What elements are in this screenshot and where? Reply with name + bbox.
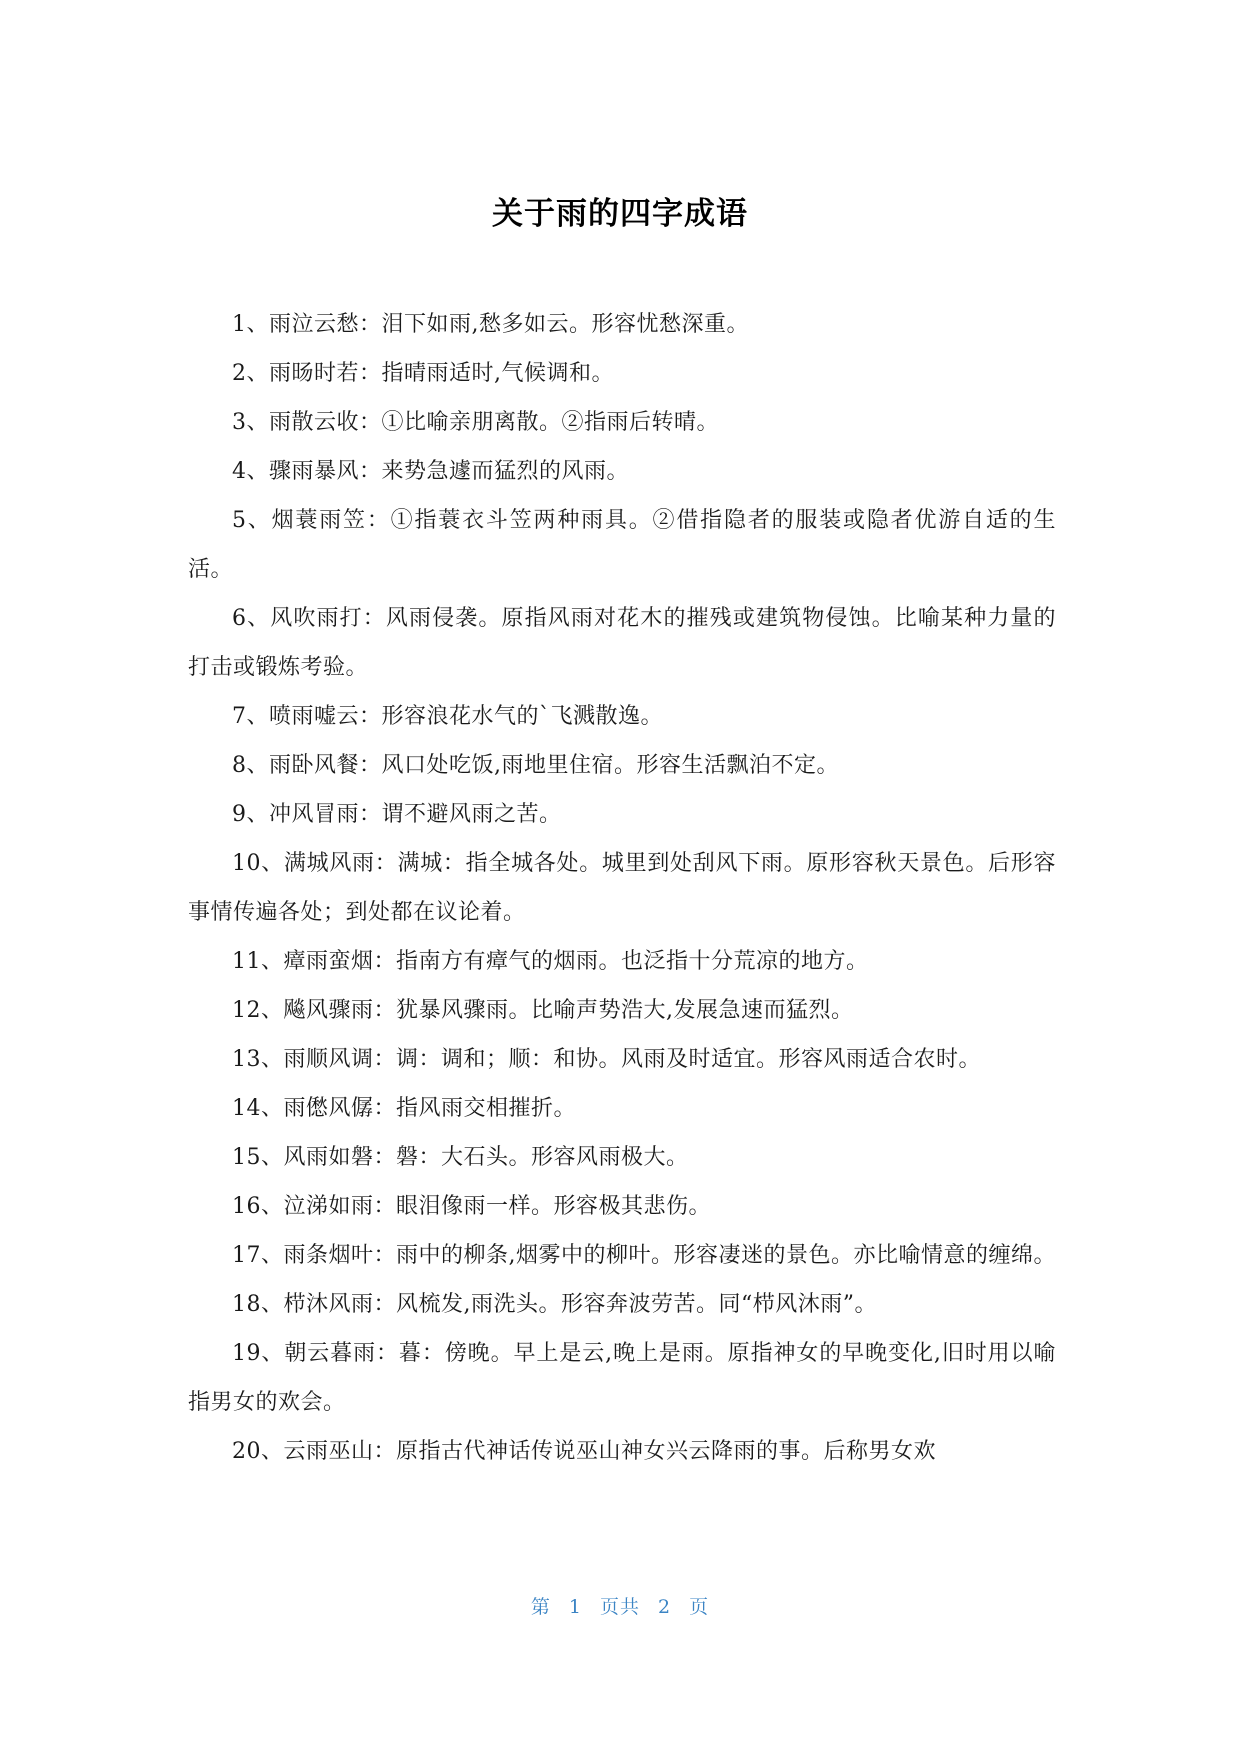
item-number: 10、 — [232, 851, 284, 876]
idiom-term: 雨顺风调： — [283, 1047, 397, 1072]
idiom-term: 烟蓑雨笠： — [271, 508, 391, 533]
footer-suffix: 页 — [689, 1596, 710, 1618]
idiom-term: 栉沐风雨： — [283, 1292, 397, 1317]
idiom-term: 雨僽风僝： — [283, 1096, 397, 1121]
idiom-definition: 形容浪花水气的`飞溅散逸。 — [381, 704, 664, 729]
list-item — [188, 1427, 1056, 1476]
list-item — [188, 790, 1056, 839]
idiom-term: 冲风冒雨： — [269, 802, 382, 827]
idiom-definition: 磐：大石头。形容风雨极大。 — [396, 1145, 689, 1170]
idiom-term: 风雨如磐： — [283, 1145, 397, 1170]
item-number: 1、 — [232, 312, 269, 337]
item-number: 5、 — [232, 508, 272, 533]
idiom-list — [188, 300, 1056, 1476]
footer-prefix: 第 — [530, 1596, 551, 1618]
idiom-definition: 满城：指全城各处。城里到处刮风下雨。原形容秋天景色。后形容事情传遍各处；到处都在议论着。 — [188, 851, 1056, 925]
list-item — [188, 349, 1056, 398]
item-number: 12、 — [232, 998, 284, 1023]
idiom-definition: ①指蓑衣斗笠两种雨具。②借指隐者的服装或隐者优游自适的生活。 — [188, 508, 1056, 582]
footer-middle: 页共 — [599, 1596, 640, 1618]
list-item — [188, 741, 1056, 790]
idiom-definition: 原指古代神话传说巫山神女兴云降雨的事。后称男女欢 — [396, 1439, 937, 1464]
item-number: 13、 — [232, 1047, 284, 1072]
list-item — [188, 300, 1056, 349]
item-number: 18、 — [232, 1292, 284, 1317]
list-item — [188, 839, 1056, 937]
idiom-term: 风吹雨打： — [270, 606, 386, 631]
idiom-term: 瘴雨蛮烟： — [283, 949, 397, 974]
idiom-definition: 眼泪像雨一样。形容极其悲伤。 — [396, 1194, 712, 1219]
item-number: 4、 — [232, 459, 269, 484]
idiom-term: 喷雨嘘云： — [269, 704, 382, 729]
idiom-term: 满城风雨： — [283, 851, 398, 876]
idiom-definition: 调：调和；顺：和协。风雨及时适宜。形容风雨适合农时。 — [396, 1047, 982, 1072]
list-item — [188, 398, 1056, 447]
idiom-definition: 雨中的柳条,烟雾中的柳叶。形容凄迷的景色。亦比喻情意的缠绵。 — [396, 1243, 1057, 1268]
idiom-definition: 指晴雨适时,气候调和。 — [381, 361, 615, 386]
list-item — [188, 496, 1056, 594]
idiom-term: 雨条烟叶： — [283, 1243, 397, 1268]
list-item — [188, 1329, 1056, 1427]
idiom-definition: 泪下如雨,愁多如云。形容忧愁深重。 — [381, 312, 750, 337]
idiom-definition: 风梳发,雨洗头。形容奔波劳苦。同“栉风沐雨”。 — [396, 1292, 878, 1317]
idiom-definition: 暮：傍晚。早上是云,晚上是雨。原指神女的早晚变化,旧时用以喻指男女的欢会。 — [188, 1341, 1056, 1415]
idiom-term: 云雨巫山： — [283, 1439, 397, 1464]
list-item — [188, 1182, 1056, 1231]
idiom-definition: 风雨侵袭。原指风雨对花木的摧残或建筑物侵蚀。比喻某种力量的打击或锻炼考验。 — [188, 606, 1056, 680]
item-number: 2、 — [232, 361, 269, 386]
item-number: 7、 — [232, 704, 269, 729]
item-number: 9、 — [232, 802, 269, 827]
list-item — [188, 986, 1056, 1035]
item-number: 8、 — [232, 753, 269, 778]
page-title: 关于雨的四字成语 — [492, 196, 748, 232]
list-item — [188, 937, 1056, 986]
idiom-definition: 指风雨交相摧折。 — [396, 1096, 577, 1121]
idiom-term: 雨旸时若： — [269, 361, 382, 386]
list-item — [188, 447, 1056, 496]
idiom-term: 雨泣云愁： — [269, 312, 382, 337]
list-item — [188, 594, 1056, 692]
list-item — [188, 1280, 1056, 1329]
list-item — [188, 1231, 1056, 1280]
idiom-definition: 指南方有瘴气的烟雨。也泛指十分荒凉的地方。 — [396, 949, 869, 974]
idiom-definition: 谓不避风雨之苦。 — [381, 802, 562, 827]
current-page-number: 1 — [568, 1596, 582, 1618]
idiom-definition: ①比喻亲朋离散。②指雨后转晴。 — [381, 410, 720, 435]
idiom-definition: 风口处吃饭,雨地里住宿。形容生活飘泊不定。 — [381, 753, 840, 778]
idiom-term: 雨散云收： — [269, 410, 382, 435]
item-number: 3、 — [232, 410, 269, 435]
item-number: 6、 — [232, 606, 271, 631]
total-page-count: 2 — [658, 1596, 672, 1618]
item-number: 11、 — [232, 949, 284, 974]
list-item — [188, 1133, 1056, 1182]
idiom-term: 飚风骤雨： — [283, 998, 397, 1023]
idiom-term: 骤雨暴风： — [269, 459, 382, 484]
item-number: 20、 — [232, 1439, 284, 1464]
idiom-term: 雨卧风餐： — [269, 753, 382, 778]
item-number: 17、 — [232, 1243, 284, 1268]
list-item — [188, 1035, 1056, 1084]
idiom-term: 泣涕如雨： — [283, 1194, 397, 1219]
list-item — [188, 1084, 1056, 1133]
idiom-definition: 犹暴风骤雨。比喻声势浩大,发展急速而猛烈。 — [396, 998, 854, 1023]
idiom-definition: 来势急遽而猛烈的风雨。 — [381, 459, 630, 484]
item-number: 16、 — [232, 1194, 284, 1219]
item-number: 14、 — [232, 1096, 284, 1121]
page-footer — [0, 1592, 1240, 1619]
item-number: 19、 — [232, 1341, 285, 1366]
list-item — [188, 692, 1056, 741]
idiom-term: 朝云暮雨： — [284, 1341, 399, 1366]
item-number: 15、 — [232, 1145, 284, 1170]
